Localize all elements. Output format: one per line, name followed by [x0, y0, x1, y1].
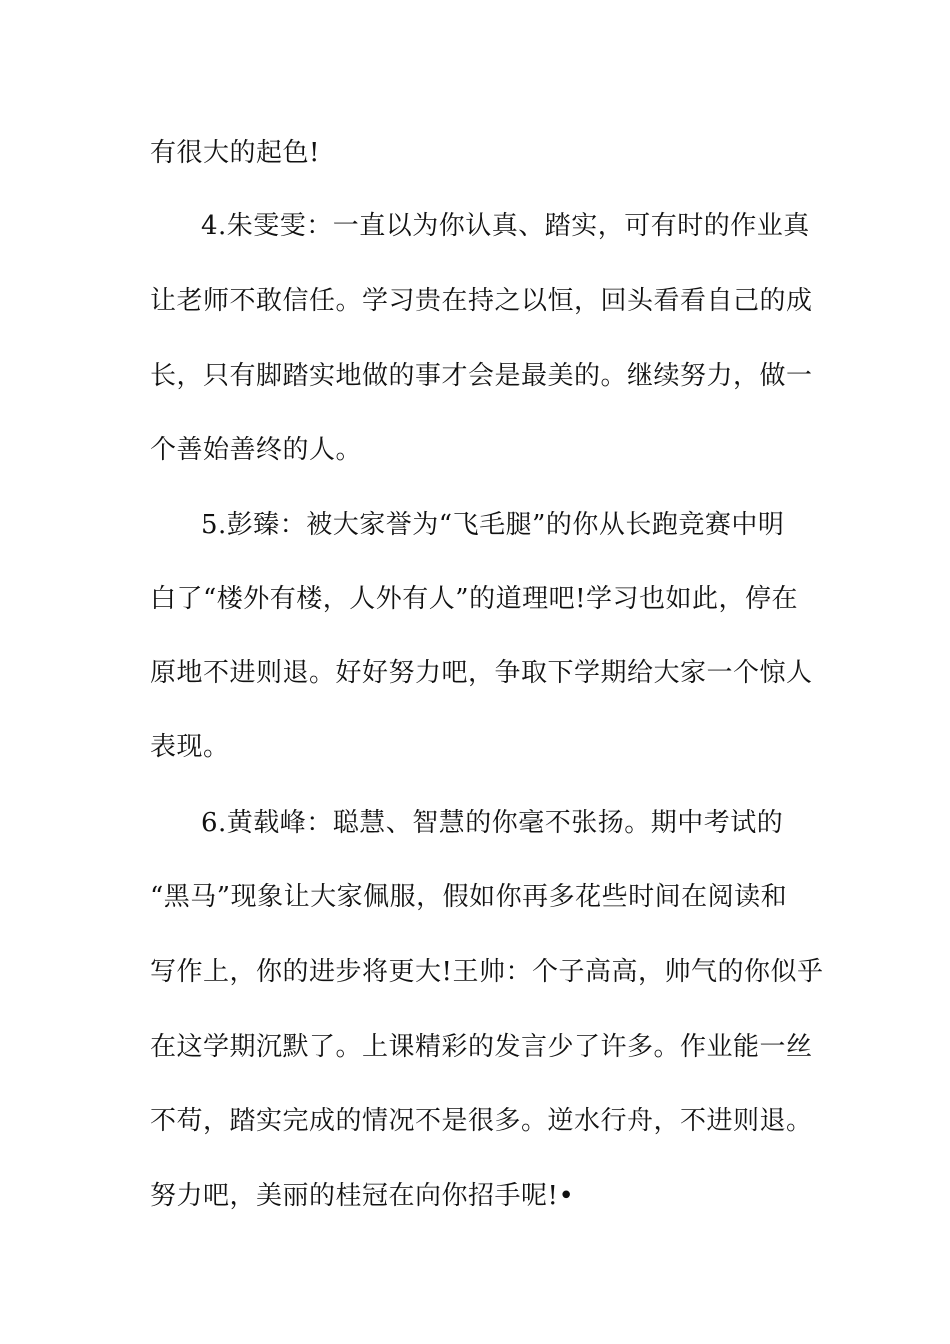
text-line-15: 努力吧，美丽的桂冠在向你招手呢!• — [150, 1181, 575, 1211]
text-line-3: 让老师不敢信任。学习贵在持之以恒，回头看看自己的成 — [150, 286, 813, 316]
text-line-1: 有很大的起色! — [150, 138, 320, 168]
comment-5-heading-line: 5.彭臻：被大家誉为“飞毛腿”的你从长跑竞赛中明 — [201, 510, 785, 540]
text-line-4: 长，只有脚踏实地做的事才会是最美的。继续努力，做一 — [150, 361, 813, 391]
text-line-12: 写作上，你的进步将更大!王帅：个子高高，帅气的你似乎 — [150, 957, 824, 987]
text-line-7: 白了“楼外有楼，人外有人”的道理吧!学习也如此，停在 — [150, 584, 799, 614]
comment-6-heading-line: 6.黄载峰：聪慧、智慧的你毫不张扬。期中考试的 — [201, 808, 784, 838]
text-line-9: 表现。 — [150, 732, 230, 762]
text-line-5: 个善始善终的人。 — [150, 435, 363, 465]
text-line-14: 不苟，踏实完成的情况不是很多。逆水行舟，不进则退。 — [150, 1106, 813, 1136]
text-line-8: 原地不进则退。好好努力吧，争取下学期给大家一个惊人 — [150, 658, 813, 688]
comment-4-heading-line: 4.朱雯雯：一直以为你认真、踏实，可有时的作业真 — [201, 211, 810, 241]
text-line-11: “黑马”现象让大家佩服，假如你再多花些时间在阅读和 — [150, 882, 788, 912]
text-line-13: 在这学期沉默了。上课精彩的发言少了许多。作业能一丝 — [150, 1032, 813, 1062]
